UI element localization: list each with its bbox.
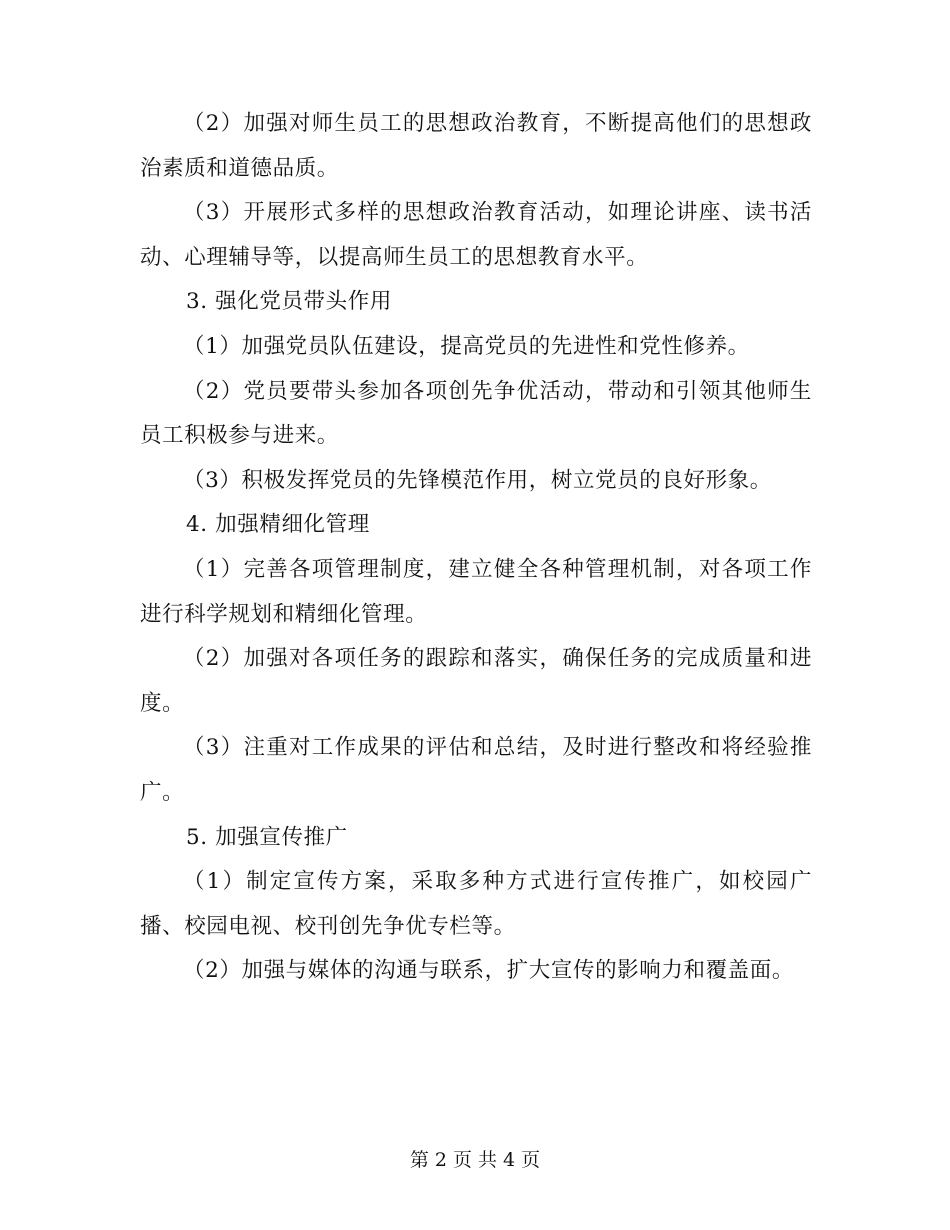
paragraph: （3）开展形式多样的思想政治教育活动，如理论讲座、读书活动、心理辅导等，以提高师生员工的思想教育水平。	[140, 200, 812, 270]
paragraph: （2）加强与媒体的沟通与联系，扩大宣传的影响力和覆盖面。	[183, 958, 794, 984]
paragraph: （2）加强对师生员工的思想政治教育，不断提高他们的思想政治素质和道德品质。	[140, 111, 812, 181]
section-heading: 3. 强化党员带头作用	[186, 289, 392, 315]
paragraph: （1）完善各项管理制度，建立健全各种管理机制，对各项工作进行科学规划和精细化管理。	[140, 556, 812, 627]
page-number-footer: 第 2 页 共 4 页	[409, 1149, 541, 1171]
paragraph: （1）加强党员队伍建设，提高党员的先进性和党性修养。	[183, 333, 750, 359]
paragraph: （1）制定宣传方案，采取多种方式进行宣传推广，如校园广播、校园电视、校刊创先争优专栏等。	[140, 869, 812, 939]
paragraph: （2）党员要带头参加各项创先争优活动，带动和引领其他师生员工积极参与进来。	[140, 378, 812, 449]
paragraph: （2）加强对各项任务的跟踪和落实，确保任务的完成质量和进度。	[140, 646, 812, 716]
section-heading: 5. 加强宣传推广	[186, 824, 348, 850]
paragraph: （3）积极发挥党员的先锋模范作用，树立党员的良好形象。	[183, 467, 772, 493]
section-heading: 4. 加强精细化管理	[186, 512, 370, 538]
document-body	[140, 102, 812, 994]
paragraph: （3）注重对工作成果的评估和总结，及时进行整改和将经验推广。	[140, 735, 812, 805]
